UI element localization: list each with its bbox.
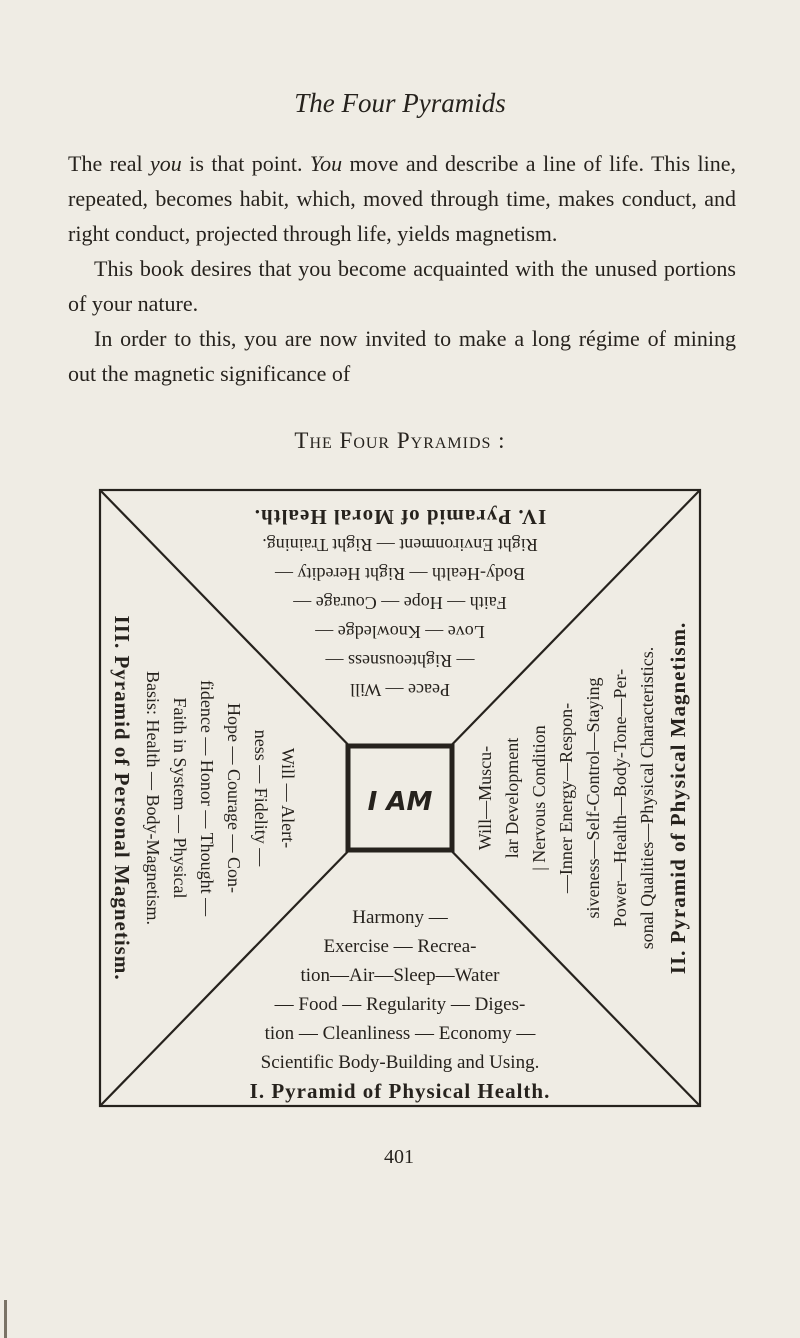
right-line: Power—Health—Body-Tone—Per- — [610, 668, 630, 928]
text-run: is that point. — [181, 151, 310, 176]
right-pyramid — [475, 622, 690, 974]
left-pyramid — [110, 615, 298, 980]
top-line: Body-Health — Right Heredity — — [275, 564, 525, 584]
right-line: siveness—Self-Control—Staying — [583, 677, 603, 919]
bottom-pyramid-title: I. Pyramid of Physical Health. — [249, 1079, 551, 1103]
paragraph-3: In order to this, you are now invited to make a long régime of mining out the magnetic significance of — [68, 326, 736, 386]
bottom-line: tion — Cleanliness — Economy — — [264, 1023, 536, 1044]
bottom-line: Harmony — — [352, 907, 448, 928]
bottom-line: Exercise — Recrea- — [323, 936, 477, 957]
center-label: I AM — [367, 787, 433, 817]
text-run: move and describe a line of life. This line, repeated, becomes habit, which, moved through time, makes conduct, and right conduct, projected through life, yields magnetism. — [68, 151, 737, 246]
left-line: ness — Fidelity — — [251, 729, 271, 867]
bottom-line: tion—Air—Sleep—Water — [300, 965, 500, 986]
text-run: The real — [68, 151, 151, 176]
right-line: sonal Qualities—Physical Characteristics. — [637, 646, 657, 950]
page-edge-mark — [4, 1300, 7, 1338]
left-line: fidence — Honor — Thought — — [197, 679, 217, 917]
left-line: Basis: Health — Body-Magnetism. — [143, 671, 163, 925]
right-line: Will—Muscu- — [475, 745, 495, 851]
running-head: The Four Pyramids — [294, 88, 506, 118]
right-pyramid-title: II. Pyramid of Physical Magnetism. — [666, 621, 690, 975]
left-pyramid-title: III. Pyramid of Personal Magnetism. — [110, 615, 134, 981]
left-line: Hope — Courage — Con- — [224, 703, 244, 893]
bottom-line: Scientific Body-Building and Using. — [260, 1052, 540, 1073]
bottom-line: — Food — Regularity — Diges- — [274, 994, 526, 1015]
paragraph-2: This book desires that you become acquainted with the unused portions of your nature. — [68, 256, 736, 316]
bottom-pyramid — [250, 907, 551, 1103]
top-pyramid — [254, 505, 546, 700]
left-line: Will — Alert- — [278, 747, 298, 849]
top-line: — Righteousness — — [325, 651, 475, 671]
emphasis-you: You — [309, 151, 343, 176]
emphasis-you: you — [150, 151, 182, 176]
paragraph-1 — [68, 146, 736, 251]
left-line: Faith in System — Physical — [170, 697, 190, 899]
right-line: —Inner Energy—Respon- — [556, 702, 576, 894]
top-line: Peace — Will — [350, 680, 450, 700]
right-line: | Nervous Condition — [529, 725, 549, 871]
top-line: Love — Knowledge — — [315, 622, 485, 642]
top-pyramid-title: IV. Pyramid of Moral Health. — [253, 505, 547, 529]
section-heading: The Four Pyramids : — [294, 428, 506, 453]
body-text — [68, 146, 736, 391]
top-line: Faith — Hope — Courage — — [293, 593, 507, 613]
four-pyramids-diagram — [98, 488, 702, 1108]
top-line: Right Environment — Right Training. — [262, 535, 538, 555]
right-line: lar Development — [502, 737, 522, 859]
page-number: 401 — [384, 1146, 414, 1168]
